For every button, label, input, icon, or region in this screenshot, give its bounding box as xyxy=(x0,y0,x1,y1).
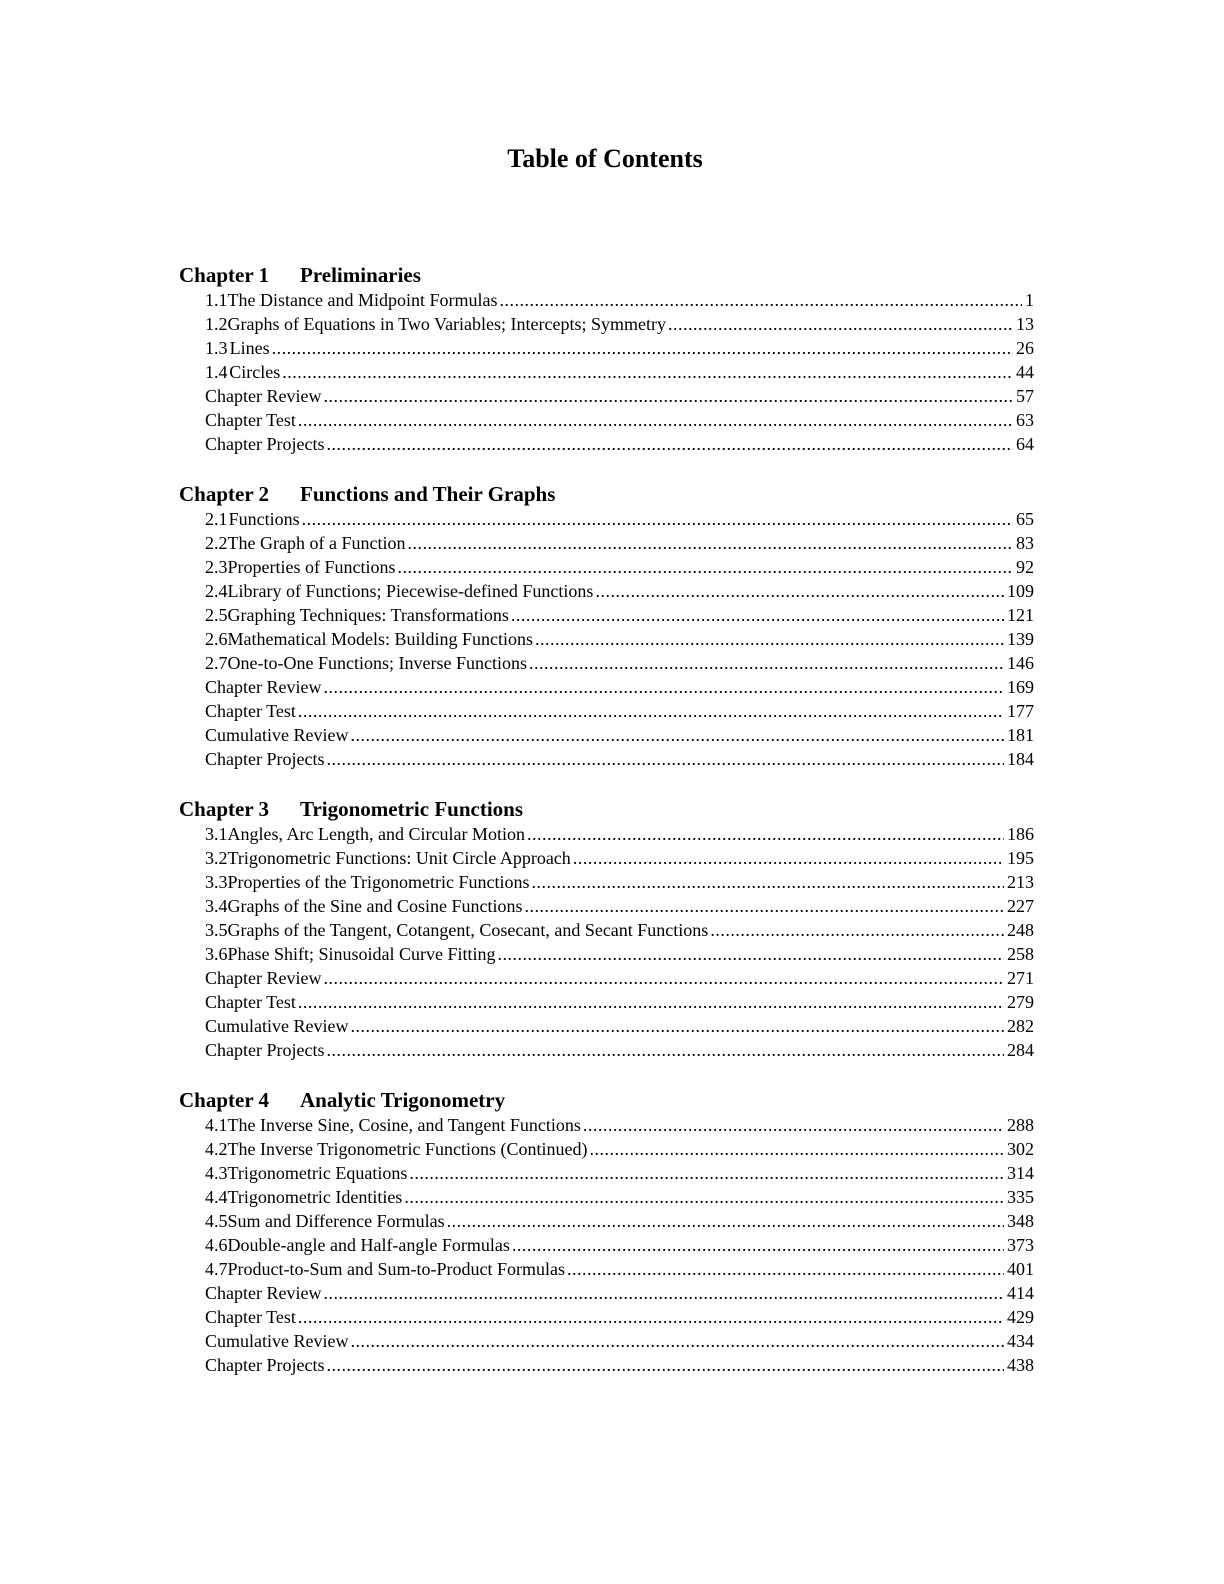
toc-entry[interactable] xyxy=(205,312,1034,336)
section-number: 3.1 xyxy=(205,824,228,844)
dot-leader xyxy=(535,627,1004,651)
section-title: Chapter Projects xyxy=(205,1040,325,1060)
page-number: 146 xyxy=(1007,653,1034,673)
section-title: Functions xyxy=(228,509,300,529)
page-number: 92 xyxy=(1016,557,1034,577)
dot-leader xyxy=(573,846,1004,870)
dot-leader xyxy=(404,1185,1004,1209)
chapter-section xyxy=(179,1087,1034,1377)
section-number: 2.7 xyxy=(205,653,228,673)
dot-leader xyxy=(326,1353,1004,1377)
toc-entry[interactable] xyxy=(205,1353,1034,1377)
section-title: The Inverse Trigonometric Functions (Continued) xyxy=(227,1139,588,1159)
dot-leader xyxy=(350,723,1004,747)
dot-leader xyxy=(282,360,1013,384)
page-number: 184 xyxy=(1007,749,1034,769)
section-number: 2.5 xyxy=(205,605,228,625)
section-title: Circles xyxy=(229,362,281,382)
page-number: 271 xyxy=(1007,968,1034,988)
page-number: 64 xyxy=(1016,434,1034,454)
page-number: 186 xyxy=(1007,824,1034,844)
dot-leader xyxy=(595,579,1004,603)
section-number: 4.7 xyxy=(205,1259,228,1279)
section-number: 4.6 xyxy=(205,1235,228,1255)
section-number: 4.4 xyxy=(205,1187,228,1207)
page-number: 335 xyxy=(1007,1187,1034,1207)
dot-leader xyxy=(710,918,1004,942)
dot-leader xyxy=(323,1281,1004,1305)
section-title: Graphs of the Tangent, Cotangent, Cosecant, and Secant Functions xyxy=(227,920,709,940)
section-number: 1.3 xyxy=(205,338,228,358)
section-title: Graphing Techniques: Transformations xyxy=(227,605,509,625)
chapter-section xyxy=(179,796,1034,1062)
page-number: 227 xyxy=(1007,896,1034,916)
section-number: 3.2 xyxy=(205,848,228,868)
toc-entry[interactable] xyxy=(205,384,1034,408)
dot-leader xyxy=(583,1113,1004,1137)
section-number: 2.1 xyxy=(205,509,228,529)
section-title: One-to-One Functions; Inverse Functions xyxy=(227,653,527,673)
toc-entry[interactable] xyxy=(205,1257,1034,1281)
page-number: 139 xyxy=(1007,629,1034,649)
dot-leader xyxy=(589,1137,1004,1161)
dot-leader xyxy=(326,747,1004,771)
dot-leader xyxy=(272,336,1013,360)
page-number: 44 xyxy=(1016,362,1034,382)
page-number: 248 xyxy=(1007,920,1034,940)
toc-entry[interactable] xyxy=(205,1137,1034,1161)
section-title: Chapter Review xyxy=(205,677,322,697)
section-number: 2.6 xyxy=(205,629,228,649)
section-title: Chapter Review xyxy=(205,386,322,406)
dot-leader xyxy=(323,966,1004,990)
section-title: The Distance and Midpoint Formulas xyxy=(227,290,498,310)
section-number: 4.2 xyxy=(205,1139,228,1159)
section-title: Graphs of the Sine and Cosine Functions xyxy=(227,896,523,916)
toc-entry[interactable] xyxy=(205,942,1034,966)
dot-leader xyxy=(447,1209,1004,1233)
dot-leader xyxy=(527,822,1004,846)
toc-entry[interactable] xyxy=(205,747,1034,771)
page-number: 282 xyxy=(1007,1016,1034,1036)
toc-entry[interactable] xyxy=(205,1014,1034,1038)
section-title: Properties of Functions xyxy=(227,557,396,577)
toc-entry[interactable] xyxy=(205,846,1034,870)
section-title: Properties of the Trigonometric Functions xyxy=(227,872,530,892)
section-title: Chapter Projects xyxy=(205,749,325,769)
chapter-heading[interactable] xyxy=(179,796,1034,822)
page-number: 414 xyxy=(1007,1283,1034,1303)
page-number: 109 xyxy=(1007,581,1034,601)
dot-leader xyxy=(524,894,1004,918)
chapter-heading[interactable] xyxy=(179,262,1034,288)
toc-entry[interactable] xyxy=(205,966,1034,990)
page-number: 63 xyxy=(1016,410,1034,430)
toc-entry[interactable] xyxy=(205,1209,1034,1233)
page-number: 121 xyxy=(1007,605,1034,625)
dot-leader xyxy=(511,603,1004,627)
section-number: 3.3 xyxy=(205,872,228,892)
dot-leader xyxy=(529,651,1004,675)
toc-entry[interactable] xyxy=(205,1305,1034,1329)
section-title: Chapter Test xyxy=(205,701,296,721)
page-number: 181 xyxy=(1007,725,1034,745)
dot-leader xyxy=(407,531,1013,555)
toc-entry[interactable] xyxy=(205,1161,1034,1185)
section-title: Sum and Difference Formulas xyxy=(227,1211,445,1231)
section-title: Chapter Test xyxy=(205,992,296,1012)
section-number: 1.4 xyxy=(205,362,228,382)
page-title: Table of Contents xyxy=(507,144,703,173)
dot-leader xyxy=(326,1038,1004,1062)
toc-entry[interactable] xyxy=(205,822,1034,846)
section-title: Chapter Projects xyxy=(205,1355,325,1375)
toc-entry[interactable] xyxy=(205,432,1034,456)
section-title: Chapter Projects xyxy=(205,434,325,454)
toc-entry[interactable] xyxy=(205,894,1034,918)
page-number: 429 xyxy=(1007,1307,1034,1327)
dot-leader xyxy=(499,288,1022,312)
section-title: Trigonometric Functions: Unit Circle Approach xyxy=(227,848,571,868)
dot-leader xyxy=(326,432,1013,456)
page-number: 13 xyxy=(1016,314,1034,334)
toc-entry[interactable] xyxy=(205,918,1034,942)
dot-leader xyxy=(298,408,1013,432)
dot-leader xyxy=(531,870,1004,894)
toc-entry[interactable] xyxy=(205,1281,1034,1305)
toc-entry[interactable] xyxy=(205,288,1034,312)
toc-entry[interactable] xyxy=(205,627,1034,651)
section-number: 4.5 xyxy=(205,1211,228,1231)
page-number: 65 xyxy=(1016,509,1034,529)
toc-entry[interactable] xyxy=(205,603,1034,627)
toc-entry[interactable] xyxy=(205,651,1034,675)
dot-leader xyxy=(567,1257,1004,1281)
page-number: 314 xyxy=(1007,1163,1034,1183)
section-title: Double-angle and Half-angle Formulas xyxy=(227,1235,510,1255)
chapter-heading[interactable] xyxy=(179,481,1034,507)
page-number: 169 xyxy=(1007,677,1034,697)
dot-leader xyxy=(302,507,1013,531)
chapter-title: Analytic Trigonometry xyxy=(300,1088,506,1112)
section-number: 3.6 xyxy=(205,944,228,964)
section-number: 2.3 xyxy=(205,557,228,577)
toc-entry[interactable] xyxy=(205,1113,1034,1137)
page-number: 258 xyxy=(1007,944,1034,964)
section-title: Cumulative Review xyxy=(205,1016,349,1036)
section-number: 4.1 xyxy=(205,1115,228,1135)
chapter-number: Chapter 1 xyxy=(179,263,270,287)
toc-entry[interactable] xyxy=(205,531,1034,555)
toc-entry[interactable] xyxy=(205,555,1034,579)
section-title: Chapter Review xyxy=(205,1283,322,1303)
page-number: 57 xyxy=(1016,386,1034,406)
page-number: 1 xyxy=(1025,290,1034,310)
section-title: Cumulative Review xyxy=(205,725,349,745)
toc-entry[interactable] xyxy=(205,507,1034,531)
dot-leader xyxy=(398,555,1014,579)
dot-leader xyxy=(409,1161,1004,1185)
dot-leader xyxy=(323,384,1013,408)
dot-leader xyxy=(350,1014,1004,1038)
page-number: 195 xyxy=(1007,848,1034,868)
section-number: 3.5 xyxy=(205,920,228,940)
table-of-contents xyxy=(179,262,1034,1402)
dot-leader xyxy=(298,990,1004,1014)
page-number: 302 xyxy=(1007,1139,1034,1159)
toc-entry[interactable] xyxy=(205,408,1034,432)
page-number: 177 xyxy=(1007,701,1034,721)
section-title: Phase Shift; Sinusoidal Curve Fitting xyxy=(227,944,496,964)
page-number: 348 xyxy=(1007,1211,1034,1231)
page-number: 401 xyxy=(1007,1259,1034,1279)
page-number: 284 xyxy=(1007,1040,1034,1060)
chapter-number: Chapter 3 xyxy=(179,797,270,821)
page-number: 288 xyxy=(1007,1115,1034,1135)
toc-entry[interactable] xyxy=(205,1185,1034,1209)
dot-leader xyxy=(298,1305,1004,1329)
section-title: Graphs of Equations in Two Variables; Intercepts; Symmetry xyxy=(227,314,666,334)
chapter-section xyxy=(179,481,1034,771)
toc-entry[interactable] xyxy=(205,1329,1034,1353)
page-number: 373 xyxy=(1007,1235,1034,1255)
section-title: Angles, Arc Length, and Circular Motion xyxy=(227,824,525,844)
section-number: 1.1 xyxy=(205,290,228,310)
page-number: 438 xyxy=(1007,1355,1034,1375)
chapter-section xyxy=(179,262,1034,456)
chapter-number: Chapter 2 xyxy=(179,482,270,506)
section-number: 4.3 xyxy=(205,1163,228,1183)
section-title: Trigonometric Identities xyxy=(227,1187,403,1207)
toc-entry[interactable] xyxy=(205,579,1034,603)
section-title: The Inverse Sine, Cosine, and Tangent Functions xyxy=(227,1115,581,1135)
page-number: 83 xyxy=(1016,533,1034,553)
dot-leader xyxy=(298,699,1004,723)
section-title: Cumulative Review xyxy=(205,1331,349,1351)
section-title: Library of Functions; Piecewise-defined Functions xyxy=(227,581,594,601)
section-title: Chapter Review xyxy=(205,968,322,988)
toc-entry[interactable] xyxy=(205,699,1034,723)
chapter-heading[interactable] xyxy=(179,1087,1034,1113)
toc-entry[interactable] xyxy=(205,336,1034,360)
chapter-title: Functions and Their Graphs xyxy=(300,482,556,506)
chapter-title: Trigonometric Functions xyxy=(300,797,524,821)
toc-entry[interactable] xyxy=(205,675,1034,699)
section-number: 3.4 xyxy=(205,896,228,916)
section-title: Chapter Test xyxy=(205,1307,296,1327)
page-number: 213 xyxy=(1007,872,1034,892)
dot-leader xyxy=(668,312,1013,336)
section-title: Lines xyxy=(229,338,270,358)
section-title: The Graph of a Function xyxy=(227,533,406,553)
page-number: 279 xyxy=(1007,992,1034,1012)
toc-entry[interactable] xyxy=(205,990,1034,1014)
page-number: 434 xyxy=(1007,1331,1034,1351)
section-number: 1.2 xyxy=(205,314,228,334)
dot-leader xyxy=(512,1233,1004,1257)
page-number: 26 xyxy=(1016,338,1034,358)
dot-leader xyxy=(350,1329,1004,1353)
toc-entry[interactable] xyxy=(205,360,1034,384)
toc-entry[interactable] xyxy=(205,1038,1034,1062)
chapter-title: Preliminaries xyxy=(300,263,421,287)
section-title: Trigonometric Equations xyxy=(227,1163,408,1183)
section-title: Chapter Test xyxy=(205,410,296,430)
toc-entry[interactable] xyxy=(205,1233,1034,1257)
section-title: Mathematical Models: Building Functions xyxy=(227,629,533,649)
section-number: 2.4 xyxy=(205,581,228,601)
chapter-number: Chapter 4 xyxy=(179,1088,270,1112)
toc-entry[interactable] xyxy=(205,723,1034,747)
dot-leader xyxy=(498,942,1004,966)
dot-leader xyxy=(323,675,1004,699)
toc-entry[interactable] xyxy=(205,870,1034,894)
section-title: Product-to-Sum and Sum-to-Product Formulas xyxy=(227,1259,565,1279)
section-number: 2.2 xyxy=(205,533,228,553)
